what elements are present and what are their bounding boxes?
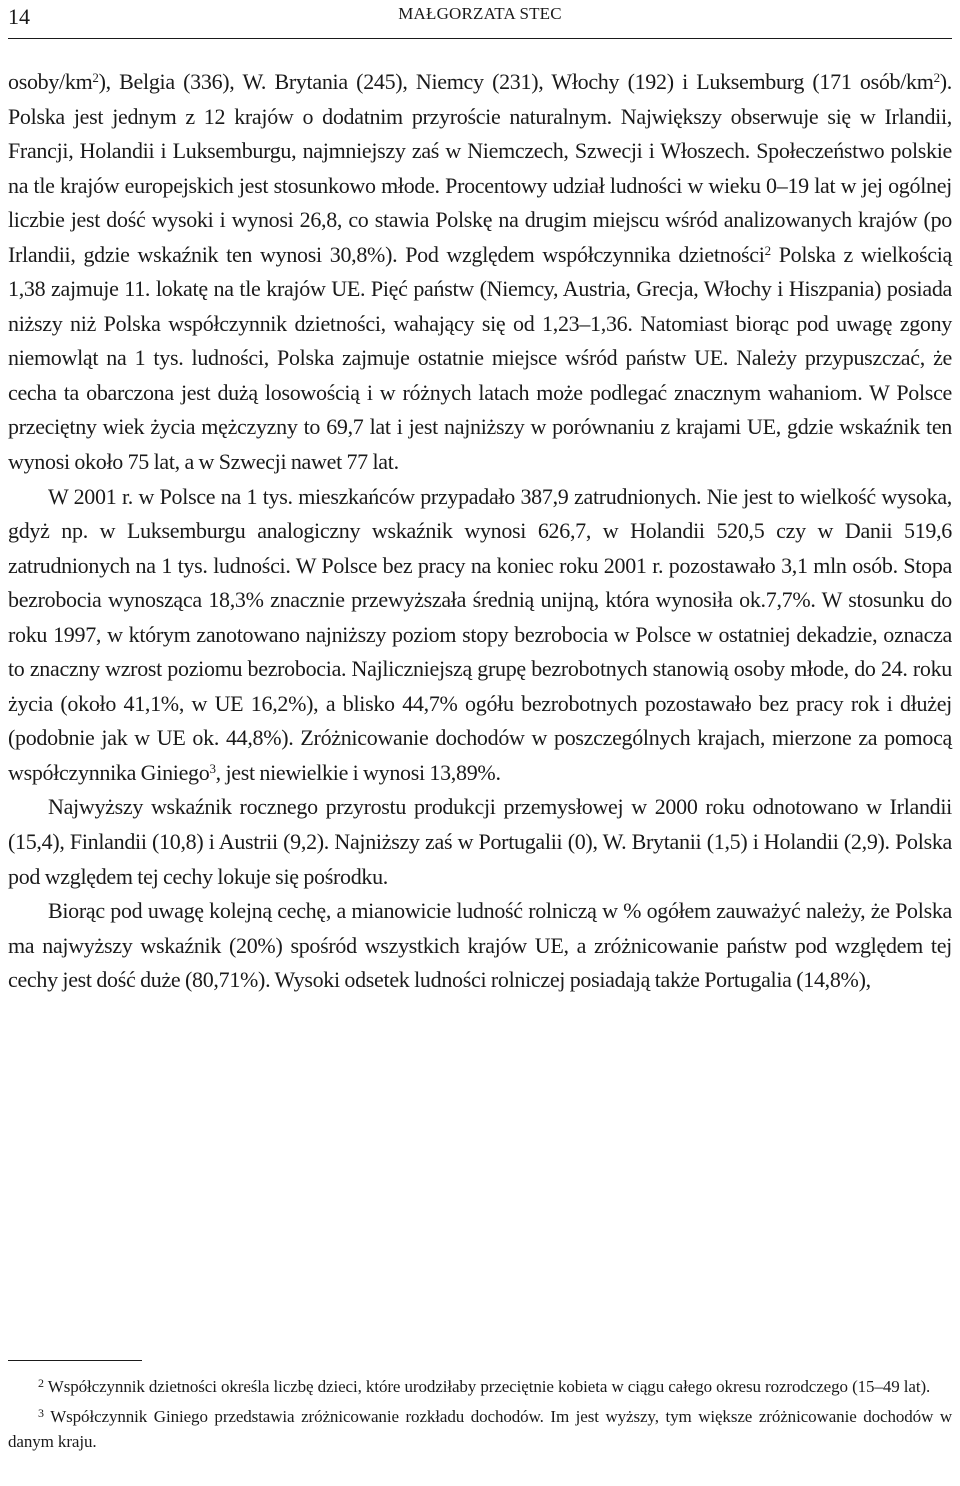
text-run: Najwyższy wskaźnik rocznego przyrostu produkcji przemysłowej w 2000 roku odnotowano w Irlandii (15,4), Finlandii (10,8) i Austrii (9,2). Najniższy zaś w Portugalii (0), W. Brytanii (1,5) i Holandii (2,9). Polska pod względem tej cechy lokuje się pośrodku. [8, 794, 952, 889]
superscript: 2 [933, 70, 940, 85]
footnote-ref: 3 [209, 760, 216, 776]
footnote [8, 1404, 952, 1454]
text-run: osoby/km [8, 69, 93, 94]
footnote-ref: 2 [764, 242, 771, 258]
footnote-mark: 3 [38, 1406, 44, 1420]
text-run: , jest niewielkie i wynosi 13,89%. [215, 759, 501, 785]
text-run: Polska z wielkością 1,38 zajmuje 11. lokatę na tle krajów UE. Pięć państw (Niemcy, Austria, Grecja, Włochy i Hiszpania) posiada niższy niż Polska współczynnik dzietności, wahający się od 1,23–1,36. Natomiast biorąc pod uwagę zgony niemowląt na 1 tys. ludności, Polska zajmuje ostatnie miejsce wśród państw UE. Należy przypuszczać, że cecha ta obarczona jest dużą losowością i w różnych latach może podlegać znacznym wahaniom. W Polsce przeciętny wiek życia mężczyzny to 69,7 lat i jest najniższy w porównaniu z krajami UE, gdzie wskaźnik ten wynosi około 75 lat, a w Szwecji nawet 77 lat. [8, 241, 952, 475]
footnote-text: Współczynnik Giniego przedstawia zróżnicowanie rozkładu dochodów. Im jest wyższy, tym większe zróżnicowanie dochodów w danym kraju. [8, 1407, 953, 1451]
page-header [8, 0, 952, 39]
footnote-mark: 2 [38, 1376, 44, 1390]
paragraph [8, 894, 952, 998]
paragraph [8, 790, 952, 894]
running-head: MAŁGORZATA STEC [398, 4, 562, 23]
paragraph [8, 480, 952, 791]
body-text [8, 65, 952, 998]
paragraph [8, 65, 952, 480]
footnote [8, 1374, 952, 1399]
superscript: 2 [92, 70, 99, 85]
footnote-separator [8, 1360, 142, 1361]
text-run: ). Polska jest jednym z 12 krajów o dodatnim przyroście naturalnym. Największy obserwuje się w Irlandii, Francji, Holandii i Luksemburgu, najmniejszy zaś w Niemczech, Szwecji i Włoszech. Społeczeństwo polskie na tle krajów europejskich jest stosunkowo młode. Procentowy udział ludności w wieku 0–19 lat w jej ogólnej liczbie jest dość wysoki i wynosi 26,8, co stawia Polskę na drugim miejscu wśród analizowanych krajów (po Irlandii, gdzie wskaźnik ten wynosi 30,8%). Pod względem współczynnika dzietności [8, 69, 952, 267]
page-number: 14 [8, 4, 30, 29]
text-run: Biorąc pod uwagę kolejną cechę, a mianowicie ludność rolniczą w % ogółem zauważyć należy, że Polska ma najwyższy wskaźnik (20%) spośród wszystkich krajów UE, a zróżnicowanie państw pod względem tej cechy jest dość duże (80,71%). Wysoki odsetek ludności rolniczej posiadają także Portugalia (14,8%), [8, 898, 952, 993]
text-run: ), Belgia (336), W. Brytania (245), Niemcy (231), Włochy (192) i Luksemburg (171 osób/km [98, 69, 934, 94]
footnote-text: Współczynnik dzietności określa liczbę dzieci, które urodziłaby przeciętnie kobieta w ciągu całego okresu rozrodczego (15–49 lat). [47, 1377, 931, 1396]
footnotes [8, 1374, 952, 1459]
text-run: W 2001 r. w Polsce na 1 tys. mieszkańców przypadało 387,9 zatrudnionych. Nie jest to wielkość wysoka, gdyż np. w Luksemburgu analogiczny wskaźnik wynosi 626,7, w Holandii 520,5 czy w Danii 519,6 zatrudnionych na 1 tys. ludności. W Polsce bez pracy na koniec roku 2001 r. pozostawało 3,1 mln osób. Stopa bezrobocia wynosząca 18,3% znacznie przewyższała średnią unijną, która wynosiła ok.7,7%. W stosunku do roku 1997, w którym zanotowano najniższy poziom stopy bezrobocia w Polsce w ostatniej dekadzie, oznacza to znaczny wzrost poziomu bezrobocia. Najliczniejszą grupę bezrobotnych stanowią osoby młode, do 24. roku życia (około 41,1%, w UE 16,2%), a blisko 44,7% ogółu bezrobotnych pozostawało bez pracy rok i dłużej (podobnie jak w UE ok. 44,8%). Zróżnicowanie dochodów w poszczególnych krajach, mierzone za pomocą współczynnika Giniego [8, 483, 952, 785]
